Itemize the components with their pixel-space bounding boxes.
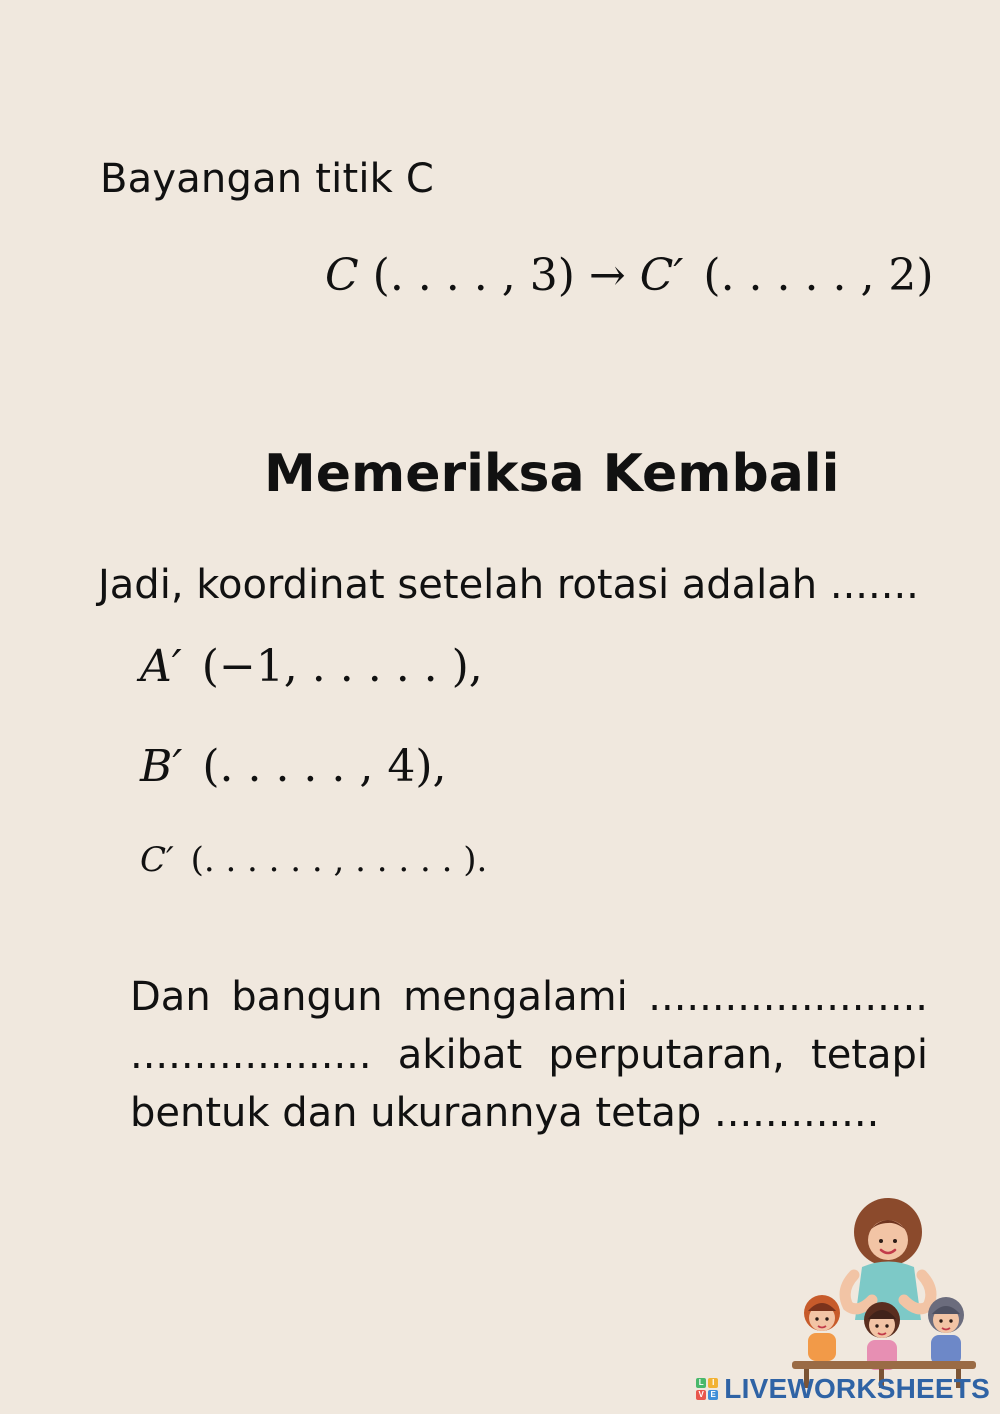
right-child-figure xyxy=(928,1297,964,1365)
coordinate-b-prime xyxy=(140,741,447,792)
logo-letter-v: V xyxy=(696,1390,706,1400)
middle-child-figure xyxy=(864,1302,900,1370)
logo-letter-l: L xyxy=(696,1378,706,1388)
coordinate-value-a: (−1, . . . . . ), xyxy=(201,641,483,692)
logo-letter-i: I xyxy=(708,1378,718,1388)
point-c-transformation-equation xyxy=(325,252,934,300)
prime-mark: ′ xyxy=(166,840,174,880)
coordinate-letter-b: B xyxy=(140,741,173,792)
coordinate-c-prime xyxy=(140,840,487,880)
liveworksheets-wordmark: LIVEWORKSHEETS xyxy=(724,1373,990,1404)
prime-mark: ′ xyxy=(673,250,684,301)
teacher-and-children-illustration xyxy=(784,1192,984,1402)
point-c-prime-coordinates: (. . . . . , 2) xyxy=(703,250,934,301)
transformation-arrow: → xyxy=(588,250,626,301)
prime-mark: ′ xyxy=(172,741,183,792)
lead-text: Jadi, koordinat setelah rotasi adalah ....... xyxy=(98,562,919,608)
teacher-figure xyxy=(845,1198,931,1320)
logo-letter-e: E xyxy=(708,1390,718,1400)
prime-mark: ′ xyxy=(171,641,182,692)
coordinate-letter-a: A xyxy=(140,641,172,692)
coordinate-letter-c: C xyxy=(140,840,167,880)
point-c-coordinates: (. . . . , 3) xyxy=(372,250,575,301)
coordinate-value-c: (. . . . . . , . . . . . ). xyxy=(190,840,488,880)
section-title: Memeriksa Kembali xyxy=(264,444,840,504)
point-c-prime-letter: C xyxy=(639,250,674,301)
liveworksheets-logo-icon xyxy=(696,1378,718,1400)
coordinate-value-b: (. . . . . , 4), xyxy=(202,741,447,792)
point-c-letter: C xyxy=(325,250,359,301)
liveworksheets-brand xyxy=(696,1373,990,1405)
left-child-figure xyxy=(804,1295,840,1361)
coordinate-a-prime xyxy=(140,641,483,692)
intro-label: Bayangan titik C xyxy=(100,156,435,202)
conclusion-paragraph: Dan bangun mengalami ...................... ................... akibat perputaran, tetapi bentuk dan ukurannya tetap ............. xyxy=(130,974,928,1136)
